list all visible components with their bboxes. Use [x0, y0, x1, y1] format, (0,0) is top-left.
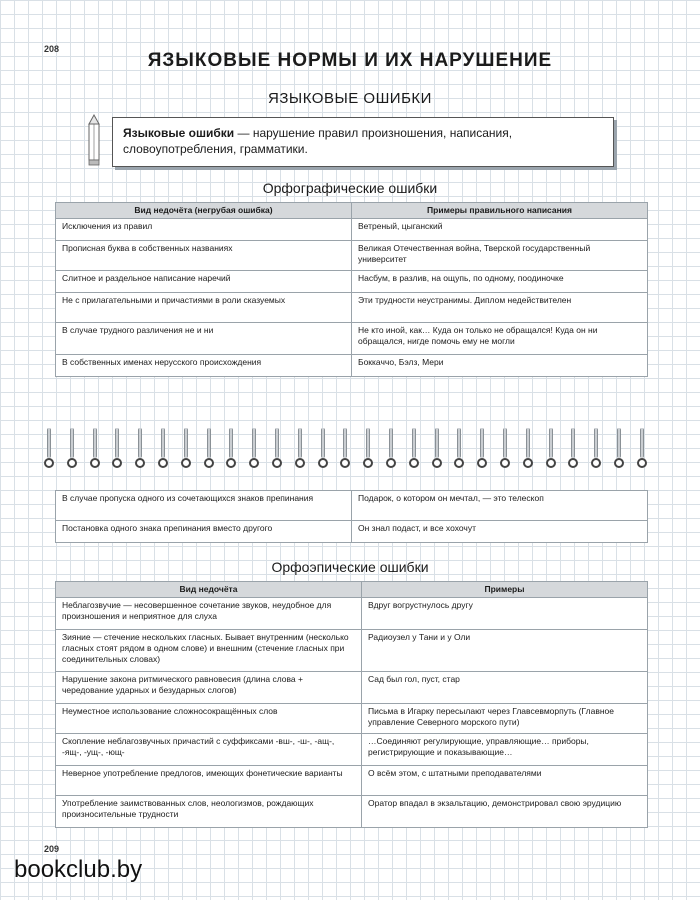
- table-cell: Великая Отечественная война, Тверской государственный университет: [352, 241, 648, 271]
- orthographic-table-continued: [55, 490, 648, 543]
- table-cell: Он знал подаст, и все хохочут: [352, 521, 648, 543]
- spiral-ring: [181, 426, 191, 470]
- spiral-ring: [340, 426, 350, 470]
- spiral-ring-post: [298, 428, 302, 458]
- spiral-ring-hole: [614, 458, 624, 468]
- spiral-ring-hole: [158, 458, 168, 468]
- spiral-ring-post: [549, 428, 553, 458]
- spiral-ring: [112, 426, 122, 470]
- table-row: [56, 766, 648, 796]
- spiral-ring: [272, 426, 282, 470]
- table-cell: Радиоузел у Тани и у Оли: [362, 630, 648, 672]
- spiral-ring-post: [412, 428, 416, 458]
- table-cell: Подарок, о котором он мечтал, — это телескоп: [352, 491, 648, 521]
- table-cell: Употребление заимствованных слов, неологизмов, рождающих произносительные трудности: [56, 796, 362, 828]
- table-cell: Исключения из правил: [56, 219, 352, 241]
- table-row: [56, 271, 648, 293]
- table-cell: Сад был гол, пуст, стар: [362, 672, 648, 704]
- spiral-ring: [318, 426, 328, 470]
- table-cell: Неблагозвучие — несовершенное сочетание звуков, неудобное для произношения и неприятное для слуха: [56, 598, 362, 630]
- spiral-ring-post: [343, 428, 347, 458]
- spiral-ring: [295, 426, 305, 470]
- spiral-ring: [363, 426, 373, 470]
- table-row: [56, 219, 648, 241]
- table-row: [56, 672, 648, 704]
- spiral-binding: [40, 426, 668, 472]
- table-row: [56, 630, 648, 672]
- table-cell: В случае пропуска одного из сочетающихся знаков препинания: [56, 491, 352, 521]
- spiral-ring-hole: [500, 458, 510, 468]
- orthoepic-heading: Орфоэпические ошибки: [271, 559, 429, 575]
- table-cell: Скопление неблагозвучных причастий с суффиксами -вш-, -ш-, -ащ-, -ящ-, -ущ-, -ющ-: [56, 734, 362, 766]
- table-cell: О всём этом, с штатными преподавателями: [362, 766, 648, 796]
- spiral-ring: [44, 426, 54, 470]
- spiral-ring-post: [503, 428, 507, 458]
- spiral-ring-post: [184, 428, 188, 458]
- spiral-ring-post: [640, 428, 644, 458]
- spiral-ring: [637, 426, 647, 470]
- spiral-ring-post: [526, 428, 530, 458]
- page-title: ЯЗЫКОВЫЕ НОРМЫ И ИХ НАРУШЕНИЕ: [147, 50, 553, 71]
- orthoepic-table: [55, 581, 648, 828]
- table-header-row: [56, 203, 648, 219]
- table-cell: Постановка одного знака препинания вместо другого: [56, 521, 352, 543]
- spiral-ring-hole: [226, 458, 236, 468]
- spiral-ring-hole: [568, 458, 578, 468]
- column-header-type: Вид недочёта (негрубая ошибка): [56, 203, 352, 219]
- definition-body: — нарушение правил произношения, написания, словоупотребления, грамматики.: [123, 126, 513, 156]
- spiral-ring: [500, 426, 510, 470]
- spiral-ring: [591, 426, 601, 470]
- spiral-ring-post: [93, 428, 97, 458]
- table-cell: …Соединяют регулирующие, управляющие… приборы, регистрирующие и показывающие…: [362, 734, 648, 766]
- table-cell: Неверное употребление предлогов, имеющих фонетические варианты: [56, 766, 362, 796]
- spiral-ring-hole: [386, 458, 396, 468]
- spiral-ring-post: [571, 428, 575, 458]
- table-cell: Зияние — стечение нескольких гласных. Бывает внутренним (несколько гласных стоят рядом в одном слове) и внешним (стечение гласных при соединительных словах): [56, 630, 362, 672]
- spiral-ring-hole: [591, 458, 601, 468]
- spiral-ring-post: [594, 428, 598, 458]
- page-number-top: 208: [44, 44, 60, 54]
- spiral-ring-hole: [546, 458, 556, 468]
- spiral-ring-hole: [204, 458, 214, 468]
- table-cell: Боккаччо, Бэлз, Мери: [352, 355, 648, 377]
- table-cell: Эти трудности неустранимы. Диплом недействителен: [352, 293, 648, 323]
- table-cell: В собственных именах нерусского происхождения: [56, 355, 352, 377]
- definition-box: [112, 117, 614, 167]
- spiral-ring: [249, 426, 259, 470]
- spiral-ring: [204, 426, 214, 470]
- spiral-ring-post: [366, 428, 370, 458]
- orthographic-table: [55, 202, 648, 377]
- spiral-ring: [432, 426, 442, 470]
- table-cell: Неуместное использование сложносокращённых слов: [56, 704, 362, 734]
- pencil-icon: [86, 114, 102, 166]
- spiral-ring-hole: [409, 458, 419, 468]
- table-cell: Нарушение закона ритмического равновесия (длина слова + чередование ударных и безударных слогов): [56, 672, 362, 704]
- table-row: [56, 796, 648, 828]
- spiral-ring-hole: [363, 458, 373, 468]
- spiral-ring: [135, 426, 145, 470]
- table-cell: Не кто иной, как… Куда он только не обращался! Куда он ни обращался, нигде помочь ему не могли: [352, 323, 648, 355]
- spiral-ring-hole: [249, 458, 259, 468]
- table-row: [56, 598, 648, 630]
- spiral-ring-post: [435, 428, 439, 458]
- table-cell: Не с прилагательными и причастиями в роли сказуемых: [56, 293, 352, 323]
- spiral-ring-hole: [112, 458, 122, 468]
- spiral-ring-hole: [135, 458, 145, 468]
- spiral-ring-hole: [318, 458, 328, 468]
- spiral-ring-hole: [432, 458, 442, 468]
- spiral-ring-hole: [181, 458, 191, 468]
- spiral-ring-post: [321, 428, 325, 458]
- spiral-ring-post: [252, 428, 256, 458]
- page-number-bottom: 209: [44, 844, 60, 854]
- table-row: [56, 355, 648, 377]
- watermark: bookclub.by: [14, 856, 143, 883]
- spiral-ring-post: [161, 428, 165, 458]
- spiral-ring-post: [47, 428, 51, 458]
- spiral-ring: [546, 426, 556, 470]
- table-row: [56, 734, 648, 766]
- table-cell: Слитное и раздельное написание наречий: [56, 271, 352, 293]
- spiral-ring: [90, 426, 100, 470]
- spiral-ring-post: [457, 428, 461, 458]
- table-cell: Прописная буква в собственных названиях: [56, 241, 352, 271]
- table-row: [56, 704, 648, 734]
- spiral-ring-post: [207, 428, 211, 458]
- table-row: [56, 491, 648, 521]
- spiral-ring-hole: [340, 458, 350, 468]
- table-cell: Оратор впадал в экзальтацию, демонстрировал свою эрудицию: [362, 796, 648, 828]
- page-subtitle: ЯЗЫКОВЫЕ ОШИБКИ: [268, 90, 432, 107]
- spiral-ring-hole: [454, 458, 464, 468]
- definition-term: Языковые ошибки: [123, 126, 235, 140]
- table-row: [56, 521, 648, 543]
- spiral-ring: [523, 426, 533, 470]
- column-header-examples: Примеры правильного написания: [352, 203, 648, 219]
- spiral-ring-post: [70, 428, 74, 458]
- table-cell: В случае трудного различения не и ни: [56, 323, 352, 355]
- spiral-ring: [454, 426, 464, 470]
- table-row: [56, 323, 648, 355]
- table-cell: Письма в Игарку пересылают через Главсевморпуть (Главное управление Северного морского пути): [362, 704, 648, 734]
- table-row: [56, 241, 648, 271]
- spiral-ring-hole: [272, 458, 282, 468]
- spiral-ring-hole: [637, 458, 647, 468]
- spiral-ring-hole: [477, 458, 487, 468]
- spiral-ring-post: [275, 428, 279, 458]
- spiral-ring-post: [115, 428, 119, 458]
- table-cell: Насбум, в разлив, на ощупь, по одному, поодиночке: [352, 271, 648, 293]
- spiral-ring: [614, 426, 624, 470]
- spiral-ring-hole: [67, 458, 77, 468]
- spiral-ring-hole: [90, 458, 100, 468]
- table-cell: Вдруг вогрустнулось другу: [362, 598, 648, 630]
- spiral-ring-post: [617, 428, 621, 458]
- column-header-type: Вид недочёта: [56, 582, 362, 598]
- spiral-ring: [158, 426, 168, 470]
- definition-text: [123, 125, 605, 157]
- spiral-ring: [226, 426, 236, 470]
- orthographic-heading: Орфографические ошибки: [262, 180, 438, 196]
- spiral-ring: [477, 426, 487, 470]
- spiral-ring: [386, 426, 396, 470]
- table-row: [56, 293, 648, 323]
- spiral-ring-post: [138, 428, 142, 458]
- spiral-ring-hole: [44, 458, 54, 468]
- spiral-ring-post: [480, 428, 484, 458]
- spiral-ring-hole: [523, 458, 533, 468]
- spiral-ring-post: [229, 428, 233, 458]
- spiral-ring: [409, 426, 419, 470]
- table-header-row: [56, 582, 648, 598]
- spiral-ring: [568, 426, 578, 470]
- spiral-ring-post: [389, 428, 393, 458]
- column-header-examples: Примеры: [362, 582, 648, 598]
- table-cell: Ветреный, цыганский: [352, 219, 648, 241]
- spiral-ring-hole: [295, 458, 305, 468]
- spiral-ring: [67, 426, 77, 470]
